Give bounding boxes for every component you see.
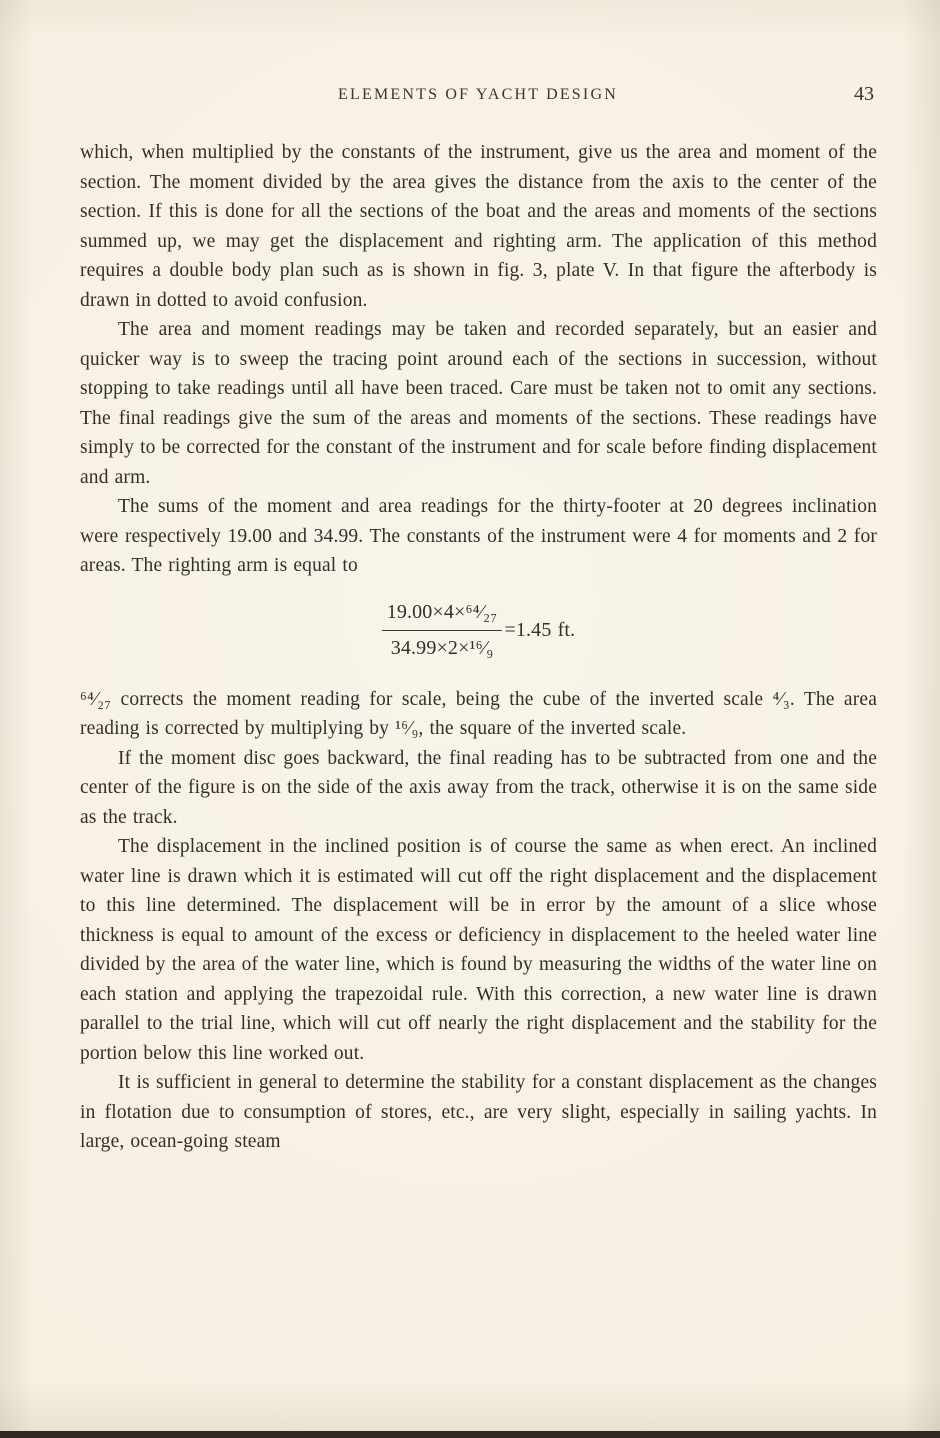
- paragraph-constant-displacement: It is sufficient in general to determine the stability for a constant displacement as the changes in flotation due to consumption of stores, etc., are very slight, especially in sailing yachts. In large, ocean-going steam: [80, 1072, 877, 1152]
- formula-denominator: 34.99×2×¹⁶⁄₉: [390, 637, 494, 659]
- formula-fraction: [382, 598, 503, 664]
- running-head: [80, 83, 876, 110]
- paragraph-sums-of-readings: The sums of the moment and area readings for the thirty-footer at 20 degrees inclination were respectively 19.00 and 34.99. The constants of the instrument were 4 for moments and 2 for areas. The righting arm is equal to: [80, 496, 877, 576]
- formula-result: =1.45 ft.: [504, 618, 576, 641]
- formula-numerator: 19.00×4×⁶⁴⁄₂₇: [382, 598, 503, 632]
- paragraph-scale-correction: ⁶⁴⁄₂₇ corrects the moment reading for scale, being the cube of the inverted scale ⁴⁄₃. The area reading is corrected by multiplying by ¹⁶⁄₉, the square of the inverted scale.: [80, 688, 877, 739]
- paragraph-continuation: which, when multiplied by the constants of the instrument, give us the area and moment of the section. The moment divided by the area gives the distance from the axis to the center of the section. If this is done for all the sections of the boat and the areas and moments of the sections summed up, we may get the displacement and righting arm. The application of this method requires a double body plan such as is shown in fig. 3, plate V. In that figure the afterbody is drawn in dotted to avoid confusion.: [80, 142, 877, 311]
- righting-arm-formula: [80, 598, 877, 664]
- paragraph-inclined-displacement: The displacement in the inclined position is of course the same as when erect. An inclined water line is drawn which it is estimated will cut off the right displacement and the displacement to this line determined. The displacement will be in error by the amount of a slice whose thickness is equal to amount of the excess or deficiency in displacement to the heeled water line divided by the area of the water line, which is found by measuring the widths of the water line on each station and applying the trapezoidal rule. With this correction, a new water line is drawn parallel to the trial line, which will cut off nearly the right displacement and the stability for the portion below this line worked out.: [80, 836, 877, 1064]
- running-head-title: ELEMENTS OF YACHT DESIGN: [338, 86, 618, 103]
- page-number: 43: [854, 83, 874, 105]
- page-body-text: [80, 138, 877, 1157]
- paragraph-area-moment-readings: The area and moment readings may be taken and recorded separately, but an easier and quicker way is to sweep the tracing point around each of the sections in succession, without stopping to take readings until all have been traced. Care must be taken not to omit any sections. The final readings give the sum of the areas and moments of the sections. These readings have simply to be corrected for the constant of the instrument and for scale before finding displacement and arm.: [80, 319, 877, 488]
- page-bottom-edge-shadow: [0, 1431, 940, 1438]
- paragraph-moment-disc-backward: If the moment disc goes backward, the final reading has to be subtracted from one and the center of the figure is on the side of the axis away from the track, otherwise it is on the same side as the track.: [80, 747, 877, 828]
